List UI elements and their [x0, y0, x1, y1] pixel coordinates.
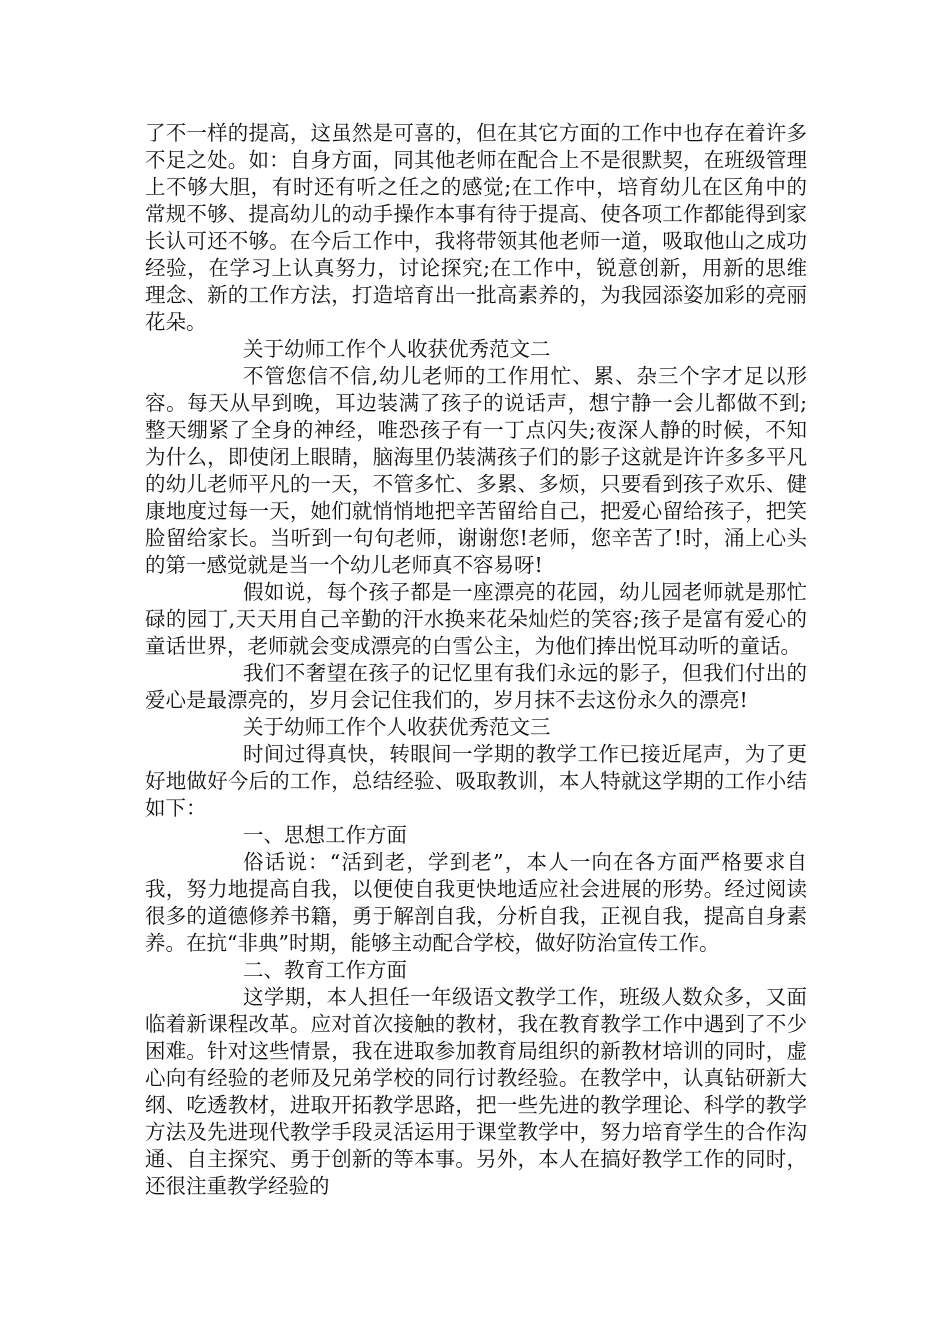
- paragraph-teaching-work: 这学期，本人担任一年级语文教学工作，班级人数众多，又面临着新课程改革。应对首次接触的教材，我在教育教学工作中遇到了不少困难。针对这些情景，我在进取参加教育局组织的新教材培训的同时，虚心向有经验的老师及兄弟学校的同行讨教经验。在教学中，认真钻研新大纲、吃透教材，进取开拓教学思路，把一些先进的教学理论、科学的教学方法及先进现代教学手段灵活运用于课堂教学中，努力培育学生的合作沟通、自主探究、勇于创新的等本事。另外，本人在搞好教学工作的同时，还很注重教学经验的: [145, 985, 807, 1198]
- paragraph-teacher-work: 不管您信不信,幼儿老师的工作用忙、累、杂三个字才足以形容。每天从早到晚，耳边装满了孩子的说话声，想宁静一会儿都做不到;整天绷紧了全身的神经，唯恐孩子有一丁点闪失;夜深人静的时候，不知为什么，即使闭上眼睛，脑海里仍装满孩子们的影子这就是许许多多平凡的幼儿老师平凡的一天，不管多忙、多累、多烦，只要看到孩子欢乐、健康地度过每一天，她们就悄悄地把辛苦留给自己，把爱心留给孩子，把笑脸留给家长。当听到一句句老师，谢谢您!老师，您辛苦了!时，涌上心头的第一感觉就是当一个幼儿老师真不容易呀!: [145, 364, 807, 577]
- document-page: [145, 120, 807, 1200]
- section-title-sample-three: 关于幼师工作个人收获优秀范文三: [243, 715, 551, 739]
- paragraph-lifelong-learning: 俗话说：“活到老，学到老”，本人一向在各方面严格要求自我，努力地提高自我，以便使自我更快地适应社会进展的形势。经过阅读很多的道德修养书籍，勇于解剖自我，分析自我，正视自我，提高自身素养。在抗“非典”时期，能够主动配合学校，做好防治宣传工作。: [145, 850, 807, 955]
- paragraph-continuation: 了不一样的提高，这虽然是可喜的，但在其它方面的工作中也存在着许多不足之处。如：自身方面，同其他老师在配合上不是很默契，在班级管理上不够大胆，有时还有听之任之的感觉;在工作中，培育幼儿在区角中的常规不够、提高幼儿的动手操作本事有待于提高、使各项工作都能得到家长认可还不够。在今后工作中，我将带领其他老师一道，吸取他山之成功经验，在学习上认真努力，讨论探究;在工作中，锐意创新，用新的思维理念、新的工作方法，打造培育出一批高素养的，为我园添姿加彩的亮丽花朵。: [145, 121, 807, 334]
- paragraph-garden-metaphor: 假如说，每个孩子都是一座漂亮的花园，幼儿园老师就是那忙碌的园丁,天天用自己辛勤的汗水换来花朵灿烂的笑容;孩子是富有爱心的童话世界，老师就会变成漂亮的白雪公主，为他们捧出悦耳动听的童话。: [145, 580, 807, 658]
- subheading-education-work: 二、教育工作方面: [243, 958, 407, 982]
- paragraph-semester-summary: 时间过得真快，转眼间一学期的教学工作已接近尾声，为了更好地做好今后的工作，总结经验、吸取教训，本人特就这学期的工作小结如下：: [145, 742, 807, 820]
- section-title-sample-two: 关于幼师工作个人收获优秀范文二: [243, 337, 551, 361]
- subheading-ideological-work: 一、思想工作方面: [243, 823, 407, 847]
- paragraph-love-memory: 我们不奢望在孩子的记忆里有我们永远的影子，但我们付出的爱心是最漂亮的，岁月会记住我们的，岁月抹不去这份永久的漂亮!: [145, 661, 807, 712]
